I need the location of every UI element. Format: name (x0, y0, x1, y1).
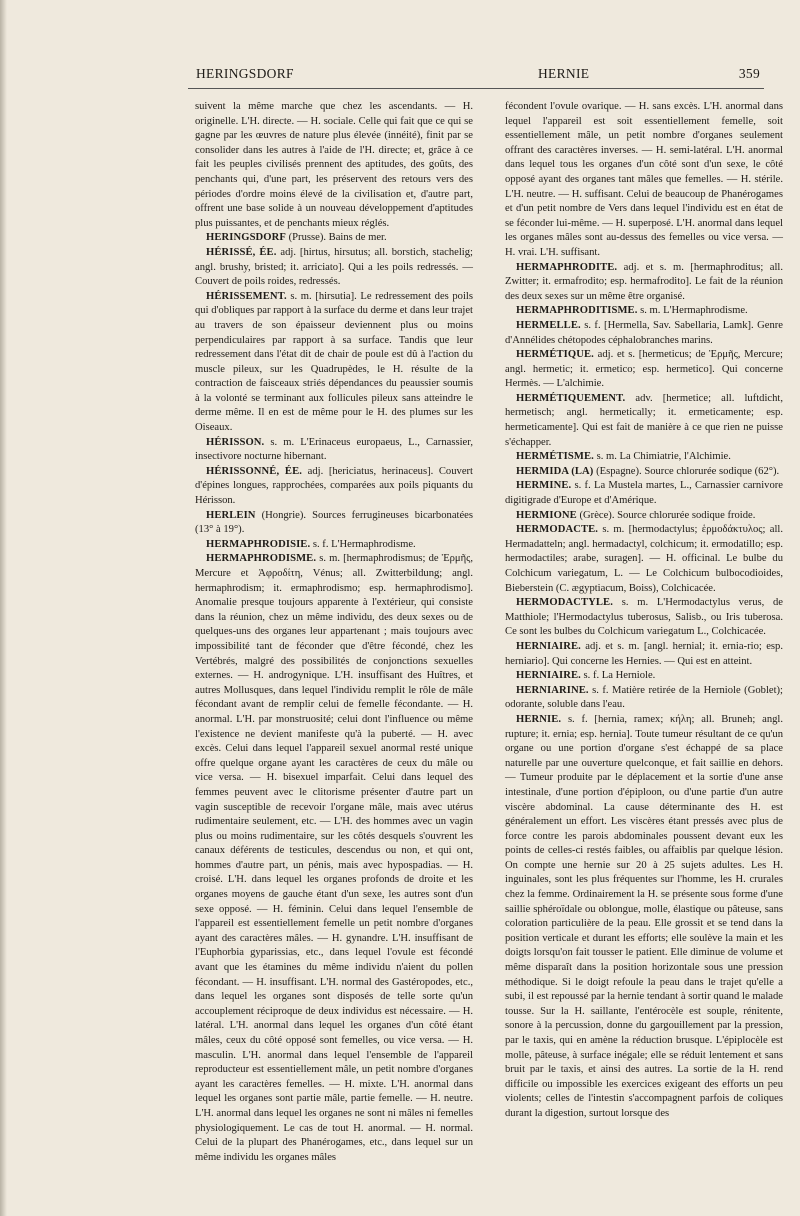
entry-headword: HÉRISSEMENT. (206, 290, 287, 302)
dictionary-entry (505, 713, 783, 1122)
page-edge-shadow (0, 0, 7, 1216)
dictionary-entry (505, 261, 783, 305)
dictionary-entry (505, 348, 783, 392)
entry-text: (Hongrie). Sources ferrugineuses bicarbonatées (13° à 19°). (195, 509, 473, 536)
entry-headword: HERMELLE. (516, 319, 581, 331)
entry-text: s. m. [hirsutia]. Le redressement des poils qui d'obliques par rapport à la surface du derme et dans leur trajet au travers de son épaisseur deviennent plus ou moins perpendiculaires par rapport à sa surface. Tandis que leur redressement dans l'état dit de chair de poule est dû à l'action du muscle pileux, sur les Quadrupèdes, le H. résulte de la contraction de faisceaux striés dépendances du peaussier soumis à la volonté se terminant aux follicules pileux sans atteindre le derme même. Il en est de même pour le H. des plumes sur les Oiseaux. (195, 290, 473, 434)
entry-text: s. m. La Chimiatrie, l'Alchimie. (596, 451, 731, 463)
dictionary-entry (195, 100, 473, 231)
dictionary-entry (195, 465, 473, 509)
entry-headword: HERMIONE (516, 509, 577, 521)
entry-text: adj. et s. m. [hermaphroditus; all. Zwitter; it. ermafrodito; esp. hermafrodito]. Le fait de la réunion des deux sexes sur un même être organisé. (505, 261, 783, 302)
header-left-title: HERINGSDORF (196, 66, 294, 81)
dictionary-entry (505, 640, 783, 669)
entry-headword: HERNIARINE. (516, 684, 589, 696)
entry-headword: HÉRISSONNÉ, ÉE. (206, 465, 303, 477)
entry-text: s. m. [hermaphrodismus; de Ἑρμῆς, Mercure et Ἀφροδίτη, Vénus; all. Zwitterbildung; angl. hermaphrodism; it. ermaphrodismo; esp. hermaphrodismo]. Anomalie presque toujours apparente à l'extérieur, qui consiste dans la réunion, chez un même individu, des deux sexes ou de quelques-uns des organes leur appartenant ; mais toujours avec impossibilité tant de féconder que d'être fécondé, chez les Vertébrés, malgré des possibilités de conjonctions sexuelles externes. — H. androgynique. L'H. insuffisant des Huîtres, et autres Mollusques, dans lequel l'individu remplit le rôle de mâle fécondant avant de remplir celui de femelle fécondante. — H. anormal. L'H. par monstruosité; celui dont l'influence ou même l'existence ne devient manifeste qu'à la puberté. — H. avec excès. Celui dans lequel l'appareil sexuel anormal resté unique offre quelque organe ayant les caractères de ceux du mâle ou vice versa. — H. bisexuel imparfait. Celui dans lequel des femmes peuvent avec le clitorisme présenter d'autre part un vagin susceptible de recevoir l'organe mâle, mais avec utérus rudimentaire seulement, etc. — L'H. des hommes avec un vagin plus ou moins rudimentaire, sur les côtés desquels s'ouvrent les canaux déférents de testicules, descendus ou non, et qui ont, hommes d'autre part, un pénis, mais avec hypospadias. — H. croisé. L'H. dans lequel les organes profonds de droite et les organes moyens de gauche étant d'un sexe, les autres sont d'un sexe opposé. — H. féminin. Celui dans lequel l'ensemble de l'appareil est essentiellement femelle un petit nombre d'organes ayant des caractères mâles. — H. gynandre. L'H. insuffisant de l'Euphorbia gyparissias, etc., dans lequel l'ovule est fécondé avant que les étamines du même individu n'aient du pollen fécondant. — H. insuffisant. L'H. normal des Gastéropodes, etc., dans lequel les organes sont disposés de telle sorte qu'un accouplement réciproque de deux individus est nécessaire. — H. latéral. L'H. anormal dans lequel les organes d'un côté étant mâles, ceux du côté opposé sont femelles, ou vice versa. — H. masculin. L'H. anormal dans lequel l'ensemble de l'appareil reproducteur est essentiellement mâle, un petit nombre d'organes ayant les caractères femelles. — H. mixte. L'H. anormal dans lequel les organes sont partie mâle, partie femelle. — H. neutre. L'H. anormal dans lequel les organes ne sont ni mâles ni femelles physiologiquement. Le cas de tout H. anormal. — H. normal. Celui de la plupart des Phanérogames, etc., dans lequel sur un même individu les organes mâles (195, 553, 473, 1163)
entry-text: adj. et s. m. [angl. hernial; it. ernia-rio; esp. herniario]. Qui concerne les Hernies. — Qui est en atteint. (505, 640, 783, 667)
entry-headword: HERINGSDORF (206, 232, 286, 244)
entry-headword: HERMAPHRODITE. (516, 261, 618, 273)
entry-headword: HERMINE. (516, 480, 572, 492)
entry-text: s. f. [Hermella, Sav. Sabellaria, Lamk]. Genre d'Annélides chétopodes céphalobranches marins. (505, 319, 783, 346)
header-right-title: HERNIE (538, 66, 590, 81)
entry-text: s. f. [hernia, ramex; κήλη; all. Bruneh; angl. rupture; it. ernia; esp. hernia]. Toute tumeur résultant de ce qu'un organe ou une portion d'organe s'est échappé de sa place naturelle par une ouverture quelconque, et fait saillie en dehors. — Tumeur produite par le déplacement et la sortie d'une anse intestinale, d'une portion d'épiploon, ou d'une partie d'un autre viscère abdominal. La cause déterminante des H. est généralement un effort. Les viscères étant pressés avec plus de force contre les parois abdominales poussent devant eux les points de celles-ci restés faibles, ou affaiblis par quelque lésion. On compte une hernie sur 20 à 25 sujets adultes. Les H. inguinales, sont les plus fréquentes sur l'homme, les H. crurales chez la femme. Ordinairement la H. se présente sous forme d'une saillie sphéroïdale ou oblongue, molle, élastique ou pâteuse, sans coloration particulière de la peau. Elle grossit et se tend dans la position verticale et durant les efforts; elle soulève la main et les doigts lorsqu'on fait tousser le patient. Elle diminue de volume et même disparaît dans la position horizontale sous une pression méthodique. Si le doigt refoule la peau dans le trajet qu'elle a subi, il est repoussé par la hernie tendant à sortir quand le malade tousse. Sur la H. saillante, l'entérocèle est souple, rénitente, sonore à la percussion, donne du gargouillement par la pression, par le taxis, qui en amène la réduction brusque. L'épiplocèle est molle, pâteuse, à surface inégale; elle se réduit lentement et sans bruit par le taxis, et ainsi des autres. La sortie de la H. rend difficile ou impossible les exercices exigeant des efforts un peu violents; celles de l'intestin s'accompagnent parfois de coliques durant la digestion, surtout lorsque des (505, 713, 784, 1119)
entry-headword: HERMAPHRODITISME. (516, 305, 638, 317)
entry-headword: HERNIE. (516, 713, 562, 725)
entry-text: s. m. L'Erinaceus europaeus, L., Carnassier, insectivore nocturne hibernant. (195, 436, 473, 463)
entry-headword: HERNIAIRE. (516, 640, 581, 652)
entry-text: s. f. L'Hermaphrodisme. (312, 538, 416, 550)
entry-headword: HÉRISSON. (206, 436, 265, 448)
dictionary-entry (505, 304, 783, 319)
header-rule (188, 88, 764, 89)
entry-text: adj. et s. [hermeticus; de Ἑρμῆς, Mercure; angl. hermetic; it. ermetico; esp. hermetico]. Qui concerne Hermès. — L'alchimie. (505, 349, 783, 390)
entry-text: suivent la même marche que chez les ascendants. — H. originelle. L'H. directe. — H. sociale. Celle qui fait que ce qui se gagne par les œuvres de nature plus élevée (innéité), finit par se consolider dans les autres à l'aide de l'H. directe; et, grâce à ce fait les peuples civilisés prennent des aptitudes, des goûts, des penchants qui, d'une part, les préservent des retours vers des périodes d'ordre moins élevé de la civilisation et, d'autre part, offrent une base solide à un nouveau développement d'aptitudes plus puissantes, et de penchants mieux réglés. (195, 101, 473, 229)
entry-text: adj. [hirtus, hirsutus; all. borstich, stachelig; angl. brushy, bristed; it. arriciato]. Qui a les poils redressés. — Couvert de poils roides, redressés. (195, 246, 473, 288)
entry-headword: HERLEIN (206, 509, 256, 521)
dictionary-entry (195, 246, 473, 290)
entry-text: s. m. L'Hermodactylus verus, de Matthiole; l'Hermodactylus tuberosus, Salisb., ou Iris tuberosa. Ce sont les bulbes du Colchicum variegatum L., Colchicacée. (505, 597, 784, 638)
dictionary-entry (505, 465, 783, 480)
entry-headword: HERMIDA (LA) (516, 465, 594, 477)
entry-text: adj. [hericiatus, herinaceus]. Couvert d'épines longues, rapprochées, comparées aux poils piquants du Hérisson. (195, 465, 473, 507)
entry-text: s. f. Matière retirée de la Herniole (Goblet); odorante, soluble dans l'eau. (505, 684, 784, 711)
dictionary-entry (505, 450, 783, 465)
entry-text: s. m. L'Hermaphrodisme. (640, 305, 748, 317)
left-column (195, 100, 473, 1165)
entry-headword: HÉRISSÉ, ÉE. (206, 246, 277, 258)
dictionary-entry (505, 392, 783, 450)
entry-headword: HERMÉTISME. (516, 451, 594, 463)
entry-headword: HERNIAIRE. (516, 670, 581, 682)
dictionary-entry (505, 669, 783, 684)
right-column (505, 100, 783, 1122)
entry-text: (Grèce). Source chlorurée sodique froide. (579, 509, 756, 521)
dictionary-entry (505, 684, 783, 713)
entry-text: adv. [hermetice; all. luftdicht, hermetisch; angl. hermetically; it. ermeticamente; esp. hermeticamente]. Qui est fait de manière à ce que rien ne puisse s'échapper. (505, 392, 783, 448)
dictionary-entry (195, 436, 473, 465)
dictionary-entry (505, 319, 783, 348)
dictionary-entry (505, 509, 783, 524)
entry-headword: HERMÉTIQUE. (516, 349, 594, 361)
dictionary-entry (505, 479, 783, 508)
dictionary-entry (505, 596, 783, 640)
entry-headword: HERMODACTYLE. (516, 597, 613, 609)
entry-text: (Espagne). Source chlorurée sodique (62°). (596, 465, 780, 477)
entry-text: s. f. La Herniole. (583, 670, 656, 682)
entry-text: s. f. La Mustela martes, L., Carnassier carnivore digitigrade d'Europe et d'Amérique. (505, 480, 783, 507)
entry-text: s. m. [hermodactylus; ἑρμοδάκτυλος; all. Hermadatteln; angl. hermadactyl, colchicum; it. ermodatillo; esp. hermodactiles; arabe, suragen]. — H. officinal. Le bulbe du Colchicum variegatum, L. — Le Colchicum bulbocodioides, Bieberstein (C. ægyptiacum, Boiss), Colchicacée. (505, 524, 783, 594)
page-number: 359 (738, 66, 760, 81)
dictionary-entry (195, 231, 473, 246)
entry-text: fécondent l'ovule ovarique. — H. sans excès. L'H. anormal dans lequel l'appareil est soit essentiellement femelle, soit essentiellement mâle, un petit nombre d'organes seulement offrant des caractères inverses. — H. semi-latéral. L'H. anormal dans lequel tous les organes d'un côté sont d'un sexe, le côté opposé ayant des organes tant mâles que femelles. — H. stérile. L'H. neutre. — H. suffisant. Celui de beaucoup de Phanérogames et d'un petit nombre de Vers dans lequel l'individu est en état de se féconder lui-même. — H. superposé. L'H. anormal dans lequel les organes mâles sont au-dessus des femelles ou vice versa. — H. vrai. L'H. suffisant. (505, 101, 783, 258)
entry-headword: HERMAPHRODISME. (206, 553, 317, 565)
dictionary-entry (195, 552, 473, 1165)
entry-headword: HERMÉTIQUEMENT. (516, 392, 626, 404)
entry-headword: HERMAPHRODISIE. (206, 538, 311, 550)
dictionary-entry (505, 523, 783, 596)
entry-text: (Prusse). Bains de mer. (288, 232, 387, 244)
dictionary-entry (195, 538, 473, 553)
dictionary-entry (195, 509, 473, 538)
entry-headword: HERMODACTE. (516, 524, 599, 536)
dictionary-entry (195, 290, 473, 436)
dictionary-entry (505, 100, 783, 261)
running-header (196, 66, 760, 90)
